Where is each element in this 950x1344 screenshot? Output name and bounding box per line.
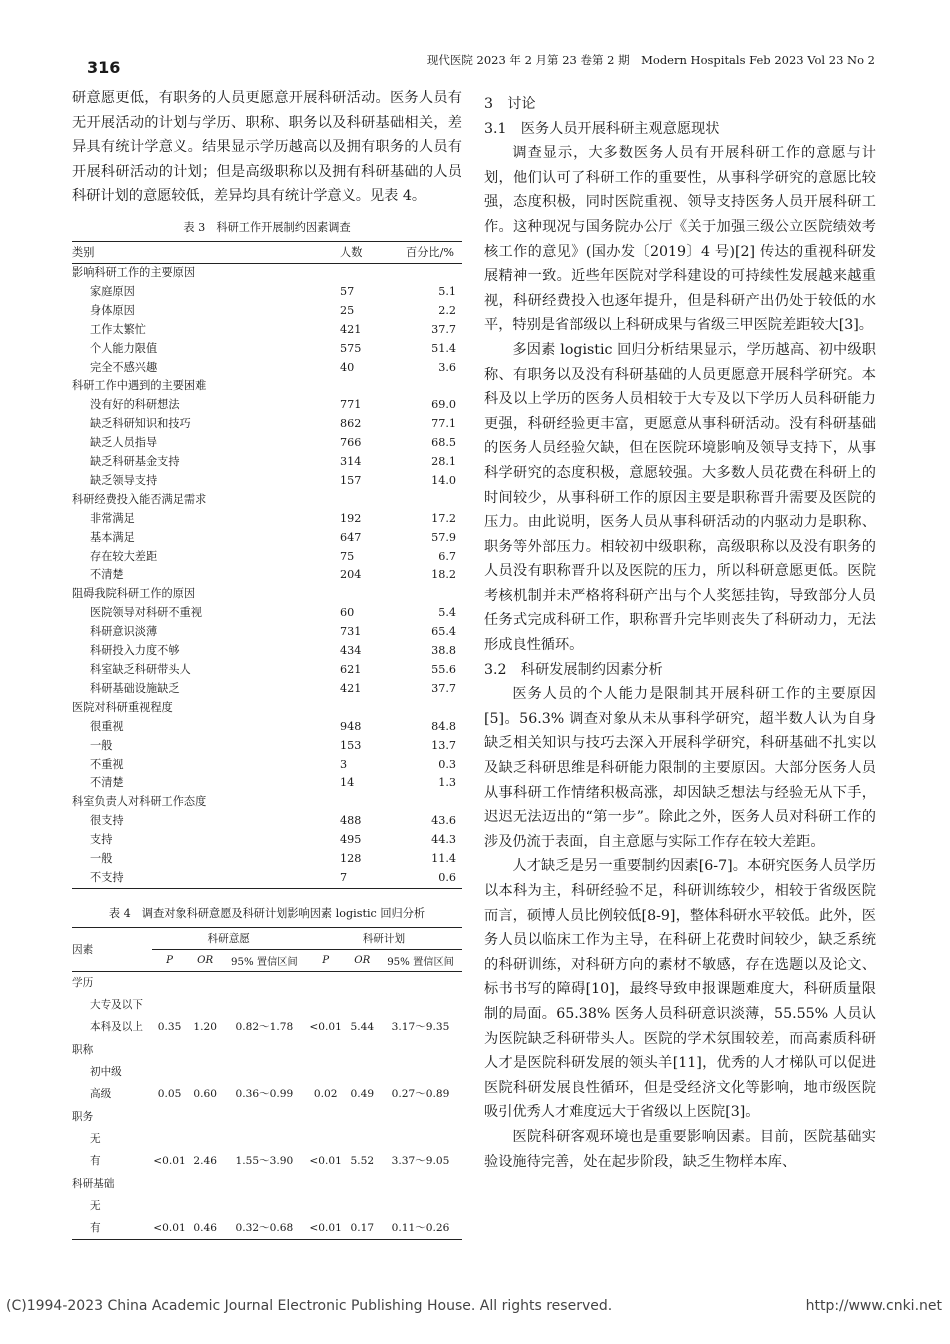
table3-title: 表 3 科研工作开展制约因素调查 — [183, 220, 351, 234]
table4-cell-p2 — [306, 971, 346, 994]
table4-cell-ci2 — [379, 994, 462, 1016]
table4-cell-or1: 0.46 — [193, 1222, 217, 1235]
table3-cell-count: 60 — [340, 606, 355, 620]
table4-header-factor: 因素 — [72, 927, 152, 971]
table3-body — [72, 263, 462, 888]
table3-cell-percent: 38.8 — [431, 644, 456, 658]
table4-cell-factor: 无 — [90, 1199, 101, 1212]
table4-cell-p1: 0.05 — [157, 1088, 182, 1101]
table4-cell-p2: <0.01 — [309, 1222, 342, 1235]
table3-row — [72, 680, 462, 699]
table4-cell-p2 — [306, 1128, 346, 1150]
table4-cell-or2: 5.44 — [350, 1021, 375, 1034]
table3 — [72, 241, 462, 889]
table3-row — [72, 718, 462, 737]
paragraph-3-1-a: 调查显示，大多数医务人员有开展科研工作的意愿与计划，他们认可了科研工作的重要性，从事科学研究的意愿比较强，态度积极，同时医院重视、领导支持医务人员开展科研工作。这种现况与国务院办公厅《关于加强三级公立医院绩效考核工作的意见》(国办发〔2019〕4 号)[2] 传达的重视科研发展精神一致。近些年医院对学科建设的可持续性发展越来越重视，科研经费投入也逐年提升，但是科研产出仍处于较低的水平，特别是省部级以上科研成果与省级三甲医院差距较大[3]。 — [484, 145, 876, 334]
table3-cell-percent — [398, 491, 462, 510]
table3-cell-label: 科研基础设施缺乏 — [90, 681, 180, 695]
table3-cell-count: 766 — [340, 436, 362, 450]
table4-cell-or1 — [187, 1039, 222, 1061]
table3-row — [72, 510, 462, 529]
table3-cell-count: 948 — [340, 719, 362, 733]
table3-row — [72, 415, 462, 434]
table3-cell-label: 工作太繁忙 — [90, 322, 146, 336]
table4-cell-factor: 大专及以下 — [90, 999, 143, 1012]
table4-sub-or2: OR — [345, 949, 379, 971]
table4-cell-ci2: 3.17～9.35 — [391, 1021, 450, 1034]
table4-cell-factor: 科研基础 — [72, 1177, 115, 1190]
table3-cell-label: 很支持 — [90, 814, 124, 828]
table4-category-row — [72, 971, 462, 994]
table3-cell-percent: 6.7 — [438, 549, 456, 563]
table3-cell-label: 很重视 — [90, 719, 124, 733]
table4-row — [72, 1195, 462, 1217]
table3-cell-label: 科室负责人对科研工作态度 — [72, 795, 207, 809]
table4-row — [72, 1128, 462, 1150]
table4-cell-or1 — [187, 1128, 222, 1150]
table3-header-category: 类别 — [72, 241, 340, 263]
table4-sub-p1: P — [152, 949, 188, 971]
table4-cell-ci1: 0.32～0.68 — [235, 1222, 294, 1235]
table4-sub-ci1: 95% 置信区间 — [223, 949, 306, 971]
table4-cell-factor: 有 — [90, 1222, 101, 1235]
table3-cell-count: 57 — [340, 284, 355, 298]
table4-cell-ci2 — [379, 971, 462, 994]
table3-cell-label: 家庭原因 — [90, 284, 135, 298]
table3-row — [72, 642, 462, 661]
table4-cell-p1: <0.01 — [153, 1155, 186, 1168]
table3-cell-count — [340, 793, 398, 812]
table4-row — [72, 1016, 462, 1038]
table4-cell-factor: 无 — [90, 1132, 101, 1145]
table3-cell-label: 缺乏科研知识和技巧 — [90, 417, 191, 431]
table4-category-row — [72, 1106, 462, 1128]
table4-cell-or2 — [345, 1106, 379, 1128]
table3-row — [72, 812, 462, 831]
table3-cell-percent: 5.4 — [438, 606, 456, 620]
table4-cell-p1 — [152, 1195, 188, 1217]
paragraph-3-2-b: 人才缺乏是另一重要制约因素[6-7]。本研究医务人员学历以本科为主，科研经验不足，科研训练较少，相较于省级医院而言，硕博人员比例较低[8-9]，整体科研水平较低。此外，医务人员以临床工作为主导，在科研上花费时间较少，缺乏系统的科研训练，对科研方向的素材不敏感，存在选题以及论文、标书书写的障碍[10]，最终导致申报课题难度大，科研质量限制的局面。65.38% 医务人员科研意识淡薄，55.55% 人员认为医院缺乏科研带头人。医院的学术氛围较差，而高素质科研人才是医院科研发展的领头羊[11]，优秀的人才梯队可以促进医院科研发展良性循环，但是受经济文化等影响，地市级医院吸引优秀人才难度远大于省级以上医院[3]。 — [484, 858, 876, 1121]
table3-cell-label: 存在较大差距 — [90, 549, 158, 563]
table4-group-row — [72, 927, 462, 949]
table4-cell-p2 — [306, 1173, 346, 1195]
table3-row — [72, 831, 462, 850]
table4 — [72, 927, 462, 1241]
table4-cell-ci1 — [223, 1039, 306, 1061]
table3-cell-label: 科研经费投入能否满足需求 — [72, 492, 207, 506]
table3-cell-percent: 11.4 — [431, 852, 456, 866]
table4-row — [72, 994, 462, 1016]
table3-cell-count: 647 — [340, 530, 362, 544]
table3-cell-percent: 1.3 — [438, 776, 456, 790]
table3-row — [72, 340, 462, 359]
table3-cell-percent: 65.4 — [431, 625, 456, 639]
table3-cell-label: 缺乏科研基金支持 — [90, 455, 180, 469]
table4-cell-ci1 — [223, 1128, 306, 1150]
table4-cell-p2: <0.01 — [309, 1021, 342, 1034]
table3-cell-count: 771 — [340, 398, 362, 412]
table3-category-row — [72, 377, 462, 396]
table4-cell-or1 — [187, 971, 222, 994]
table3-cell-percent — [398, 793, 462, 812]
table4-cell-or2 — [345, 1039, 379, 1061]
table3-cell-percent: 18.2 — [431, 568, 456, 582]
table3-cell-label: 没有好的科研想法 — [90, 398, 180, 412]
table3-cell-label: 一般 — [90, 738, 113, 752]
table4-cell-factor: 高级 — [90, 1088, 112, 1101]
table3-row — [72, 737, 462, 756]
table4-cell-or2 — [345, 1061, 379, 1083]
table3-row — [72, 623, 462, 642]
copyright-notice: (C)1994-2023 China Academic Journal Electronic Publishing House. All rights reserved. — [6, 1298, 613, 1314]
intro-paragraph: 研意愿更低，有职务的人员更愿意开展科研活动。医务人员有无开展活动的计划与学历、职称、职务以及科研基础相关，差异具有统计学意义。结果显示学历越高以及拥有职务的人员有开展科研活动的计划；但是高级职称以及拥有科研基础的人员科研计划的意愿较低，差异均具有统计学意义。见表 4。 — [72, 90, 462, 205]
table3-row — [72, 661, 462, 680]
table4-row — [72, 1083, 462, 1105]
table4-cell-p2 — [306, 1195, 346, 1217]
table3-header-count: 人数 — [340, 241, 398, 263]
table3-cell-label: 支持 — [90, 833, 113, 847]
table4-cell-factor: 本科及以上 — [90, 1021, 143, 1034]
table4-category-row — [72, 1039, 462, 1061]
table4-cell-or2: 5.52 — [350, 1155, 375, 1168]
table4-cell-p2: <0.01 — [309, 1155, 342, 1168]
table4-sub-p2: P — [306, 949, 346, 971]
table3-row — [72, 321, 462, 340]
table3-cell-count — [340, 699, 398, 718]
table3-cell-count: 434 — [340, 644, 362, 658]
table4-cell-or1 — [187, 994, 222, 1016]
table3-cell-count: 192 — [340, 511, 362, 525]
table4-cell-p1 — [152, 994, 188, 1016]
table4-category-row — [72, 1173, 462, 1195]
table4-cell-ci1: 0.82～1.78 — [235, 1021, 294, 1034]
table4-cell-ci1 — [223, 971, 306, 994]
section-title: 3 讨论 — [484, 96, 536, 112]
table4-cell-or2: 0.49 — [350, 1088, 375, 1101]
table3-cell-label: 完全不感兴趣 — [90, 360, 158, 374]
table3-cell-label: 不清楚 — [90, 568, 124, 582]
table3-cell-label: 基本满足 — [90, 530, 135, 544]
table4-cell-p2 — [306, 1039, 346, 1061]
table4-cell-or2 — [345, 971, 379, 994]
table3-category-row — [72, 491, 462, 510]
table4-header-willingness: 科研意愿 — [152, 927, 306, 949]
table4-cell-ci2 — [379, 1039, 462, 1061]
table4-cell-ci2: 0.27～0.89 — [391, 1088, 450, 1101]
table3-cell-count: 314 — [340, 455, 362, 469]
table4-cell-ci1 — [223, 1061, 306, 1083]
table4-cell-or2: 0.17 — [350, 1222, 375, 1235]
table4-cell-or2 — [345, 994, 379, 1016]
table3-row — [72, 453, 462, 472]
table3-cell-label: 医院领导对科研不重视 — [90, 606, 202, 620]
table3-cell-label: 不支持 — [90, 870, 124, 884]
table3-category-row — [72, 263, 462, 282]
table4-cell-factor: 职称 — [72, 1043, 94, 1056]
paragraph-3-2-a: 医务人员的个人能力是限制其开展科研工作的主要原因[5]。56.3% 调查对象从未从事科学研究，超半数人认为自身缺乏相关知识与技巧去深入开展科学研究，科研基础不扎实以及缺乏科研思维是科研能力限制的主要原因。大部分医务人员从事科研工作情绪积极高涨，却因缺乏想法与经验无从下手，迟迟无法迈出的“第一步”。除此之外，医务人员对科研工作的涉及仍流于表面，自主意愿与实际工作存在较大差距。 — [484, 686, 876, 850]
table3-cell-count: 14 — [340, 776, 355, 790]
table3-cell-label: 不重视 — [90, 757, 124, 771]
table3-cell-label: 阻碍我院科研工作的原因 — [72, 587, 196, 601]
table4-cell-ci2 — [379, 1106, 462, 1128]
table3-cell-label: 科室缺乏科研带头人 — [90, 663, 191, 676]
table3-cell-count — [340, 491, 398, 510]
table3-row — [72, 774, 462, 793]
table4-cell-ci2 — [379, 1173, 462, 1195]
table4-title: 表 4 调查对象科研意愿及科研计划影响因素 logistic 回归分析 — [108, 906, 426, 920]
table3-cell-label: 非常满足 — [90, 511, 135, 525]
table3-cell-label: 科研投入力度不够 — [90, 644, 180, 658]
table3-row — [72, 566, 462, 585]
table3-cell-count: 25 — [340, 303, 355, 317]
table4-cell-ci1 — [223, 1195, 306, 1217]
table4-cell-ci2 — [379, 1061, 462, 1083]
table3-cell-percent — [398, 699, 462, 718]
table4-cell-or1 — [187, 1173, 222, 1195]
table4-cell-p1 — [152, 1106, 188, 1128]
table4-cell-ci1 — [223, 994, 306, 1016]
table3-row — [72, 869, 462, 888]
table4-cell-ci2 — [379, 1128, 462, 1150]
table3-cell-percent: 68.5 — [431, 436, 456, 450]
table3-cell-label: 缺乏领导支持 — [90, 473, 158, 487]
table3-cell-percent: 3.6 — [438, 360, 456, 374]
table4-cell-or1 — [187, 1106, 222, 1128]
table3-cell-count: 421 — [340, 322, 362, 336]
table3-cell-percent: 69.0 — [431, 398, 456, 412]
table3-cell-percent: 43.6 — [431, 814, 456, 828]
table3-category-row — [72, 585, 462, 604]
table4-sub-ci2: 95% 置信区间 — [379, 949, 462, 971]
table3-cell-percent: 0.3 — [438, 757, 456, 771]
table3-cell-count — [340, 263, 398, 282]
table3-cell-count: 495 — [340, 833, 362, 847]
table3-cell-count: 40 — [340, 360, 355, 374]
table3-cell-label: 身体原因 — [90, 303, 135, 317]
table3-cell-count: 421 — [340, 681, 362, 695]
table3-row — [72, 604, 462, 623]
table4-cell-p1 — [152, 971, 188, 994]
table3-cell-percent: 37.7 — [431, 322, 456, 336]
table3-cell-percent: 2.2 — [438, 303, 456, 317]
table3-cell-percent: 57.9 — [431, 530, 456, 544]
left-column — [72, 86, 462, 1240]
table4-sub-or1: OR — [187, 949, 222, 971]
right-column — [484, 92, 876, 1174]
table4-cell-p1 — [152, 1061, 188, 1083]
table4-body — [72, 971, 462, 1240]
paragraph-3-2-c: 医院科研客观环境也是重要影响因素。目前，医院基础实验设施待完善，处在起步阶段，缺乏生物样本库、 — [484, 1128, 876, 1170]
table4-cell-or2 — [345, 1128, 379, 1150]
table4-cell-ci2: 0.11～0.26 — [391, 1222, 450, 1235]
table3-row — [72, 756, 462, 775]
table3-cell-count: 157 — [340, 473, 362, 487]
table4-cell-factor: 职务 — [72, 1110, 94, 1123]
table3-cell-count: 3 — [340, 757, 348, 771]
table3-row — [72, 529, 462, 548]
table3-cell-label: 医院对科研重视程度 — [72, 700, 173, 714]
table3-cell-percent: 5.1 — [438, 284, 456, 298]
table3-cell-label: 缺乏人员指导 — [90, 436, 158, 450]
table3-cell-count: 204 — [340, 568, 362, 582]
table3-category-row — [72, 699, 462, 718]
table4-cell-or2 — [345, 1173, 379, 1195]
table3-cell-percent — [398, 585, 462, 604]
table3-cell-percent: 84.8 — [431, 719, 456, 733]
table3-cell-label: 科研工作中遇到的主要困难 — [72, 379, 207, 393]
table3-cell-percent: 51.4 — [431, 341, 456, 355]
table3-cell-percent: 0.6 — [438, 870, 456, 884]
table3-row — [72, 359, 462, 378]
table4-cell-or1 — [187, 1195, 222, 1217]
table4-cell-factor: 初中级 — [90, 1066, 122, 1079]
table3-cell-label: 一般 — [90, 852, 113, 866]
table3-row — [72, 472, 462, 491]
table3-cell-percent: 44.3 — [431, 833, 456, 847]
table4-cell-ci1: 1.55～3.90 — [235, 1155, 294, 1168]
table3-cell-label: 个人能力限值 — [90, 341, 158, 355]
table3-cell-percent: 13.7 — [431, 738, 456, 752]
table4-cell-p2 — [306, 1106, 346, 1128]
table3-header-percent: 百分比/% — [398, 241, 462, 263]
table3-cell-percent — [398, 377, 462, 396]
running-head: 现代医院 2023 年 2 月第 23 卷第 2 期 Modern Hospitals Feb 2023 Vol 23 No 2 — [426, 53, 875, 67]
table3-row — [72, 850, 462, 869]
table3-cell-percent — [398, 263, 462, 282]
table4-cell-or1 — [187, 1061, 222, 1083]
subsection-title-3-2: 3.2 科研发展制约因素分析 — [484, 661, 663, 678]
table3-cell-label: 不清楚 — [90, 776, 124, 790]
table3-cell-percent: 37.7 — [431, 681, 456, 695]
table3-row — [72, 396, 462, 415]
paragraph-3-1-b: 多因素 logistic 回归分析结果显示，学历越高、初中级职称、有职务以及没有科研基础的人员更愿意开展科学研究。本科及以上学历的医务人员相较于大专及以下学历人员科研能力更强，科研经验更丰富，更愿意从事科研活动。没有科研基础的医务人员经验欠缺，但在医院环境影响及领导支持下，从事科学研究的态度积极，意愿较强。大多数人员花费在科研上的时间较少，从事科研工作的原因主要是职称晋升需要及医院的压力。由此说明，医务人员从事科研活动的内驱动力是职称、职务等外部压力。相较初中级职称，高级职称以及没有职务的人员没有职称晋升以及医院的压力，所以科研意愿更低。医院考核机制并未严格将科研产出与个人奖惩挂钩，导致部分人员任务式完成科研工作，职称晋升完毕则丧失了科研动力，无法形成良性循环。 — [484, 341, 876, 654]
table4-row — [72, 1061, 462, 1083]
table3-cell-count: 731 — [340, 625, 362, 639]
table3-cell-label: 影响科研工作的主要原因 — [72, 265, 196, 279]
table3-cell-count: 75 — [340, 549, 355, 563]
table4-cell-ci1 — [223, 1106, 306, 1128]
table4-cell-p1 — [152, 1173, 188, 1195]
table4-cell-or1: 0.60 — [193, 1088, 217, 1101]
table3-row — [72, 548, 462, 567]
table3-cell-count: 7 — [340, 870, 348, 884]
table4-cell-factor: 学历 — [72, 976, 94, 989]
table3-cell-count — [340, 377, 398, 396]
table4-row — [72, 1217, 462, 1240]
table4-cell-p1 — [152, 1128, 188, 1150]
table4-cell-p1 — [152, 1039, 188, 1061]
table4-cell-p1: 0.35 — [157, 1021, 182, 1034]
table3-cell-count: 128 — [340, 852, 362, 866]
table3-cell-percent: 28.1 — [431, 455, 456, 469]
table4-cell-p1: <0.01 — [153, 1222, 186, 1235]
table3-cell-count: 862 — [340, 417, 362, 431]
page-number: 316 — [87, 58, 121, 77]
table3-row — [72, 434, 462, 453]
footer-url-link[interactable]: http://www.cnki.net — [805, 1298, 942, 1314]
table3-row — [72, 302, 462, 321]
table4-cell-factor: 有 — [90, 1155, 101, 1168]
table4-cell-ci2 — [379, 1195, 462, 1217]
table3-cell-percent: 55.6 — [431, 663, 456, 676]
table4-cell-or2 — [345, 1195, 379, 1217]
subsection-title-3-1: 3.1 医务人员开展科研主观意愿现状 — [484, 120, 720, 137]
table4-cell-p2 — [306, 994, 346, 1016]
table4-cell-p2: 0.02 — [313, 1088, 338, 1101]
table4-header-plan: 科研计划 — [306, 927, 462, 949]
table3-cell-percent: 14.0 — [431, 473, 456, 487]
table3-category-row — [72, 793, 462, 812]
table3-cell-percent: 17.2 — [431, 511, 456, 525]
table3-cell-count — [340, 585, 398, 604]
table4-cell-ci1: 0.36～0.99 — [235, 1088, 294, 1101]
table3-header-row — [72, 241, 462, 263]
table4-row — [72, 1150, 462, 1172]
table4-cell-or1: 1.20 — [193, 1021, 217, 1034]
table4-cell-ci1 — [223, 1173, 306, 1195]
table4-cell-p2 — [306, 1061, 346, 1083]
table4-cell-or1: 2.46 — [193, 1155, 217, 1168]
table3-cell-label: 科研意识淡薄 — [90, 625, 158, 639]
table3-cell-count: 575 — [340, 341, 362, 355]
table3-cell-count: 153 — [340, 738, 362, 752]
table3-cell-percent: 77.1 — [431, 417, 456, 431]
table3-cell-count: 621 — [340, 663, 362, 676]
table3-row — [72, 283, 462, 302]
table3-cell-count: 488 — [340, 814, 362, 828]
table4-cell-ci2: 3.37～9.05 — [391, 1155, 450, 1168]
